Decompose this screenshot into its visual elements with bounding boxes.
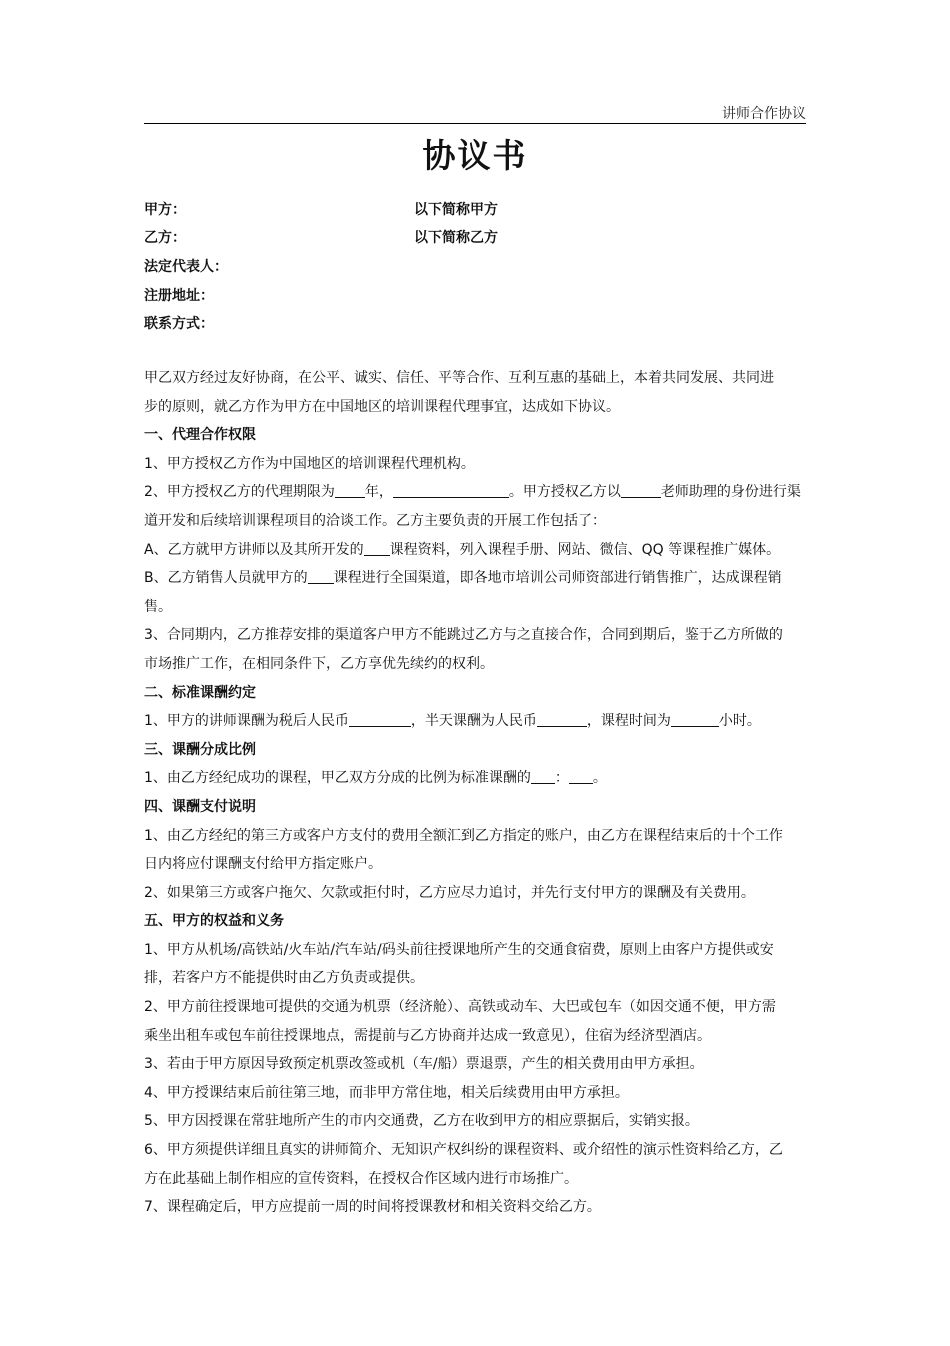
clause: 1、甲方授权乙方作为中国地区的培训课程代理机构。 [144,455,475,472]
blank-line [335,481,365,498]
header-rule [144,123,806,124]
clause: 1、甲方的讲师课酬为税后人民币 ，半天课酬为人民币 ，课程时间为 小时。 [144,707,806,736]
clause: 1、由乙方经纪的第三方或客户方支付的费用全额汇到乙方指定的账户，由乙方在课程结束后的十个工作 [144,827,783,844]
clause: 3、若由于甲方原因导致预定机票改签或机（车/船）票退票，产生的相关费用由甲方承担。 [144,1056,704,1073]
section-title: 二、标准课酬约定 [144,684,256,701]
contact-label: 联系方式： [144,316,214,332]
section-title: 四、课酬支付说明 [144,798,256,815]
clause: 4、甲方授课结束后前往第三地，而非甲方常住地，相关后续费用由甲方承担。 [144,1084,629,1101]
clause: 7、课程确定后，甲方应提前一周的时间将授课教材和相关资料交给乙方。 [144,1199,601,1216]
clause: 方在此基础上制作相应的宣传资料，在授权合作区域内进行市场推广。 [144,1170,578,1187]
agreement-body [144,364,806,1222]
clause: 1、甲方从机场/高铁站/火车站/汽车站/码头前往授课地所产生的交通食宿费，原则上由客户方提供或安 [144,941,774,958]
legal-representative-label: 法定代表人： [144,259,228,275]
blank-line [671,710,719,727]
intro-line: 甲乙双方经过友好协商，在公平、诚实、信任、平等合作、互利互惠的基础上，本着共同发展、共同进 [144,370,774,386]
clause: 1、由乙方经纪成功的课程，甲乙双方分成的比例为标准课酬的 ： 。 [144,764,806,793]
clause: 2、甲方前往授课地可提供的交通为机票（经济舱）、高铁或动车、大巴或包车（如因交通不便，甲方需 [144,999,776,1016]
clause: 乘坐出租车或包车前往授课地点，需提前与乙方协商并达成一致意见），住宿为经济型酒店。 [144,1027,711,1044]
registered-address-label: 注册地址： [144,288,214,304]
clause: 3、合同期内，乙方推荐安排的渠道客户甲方不能跳过乙方与之直接合作，合同到期后，鉴于乙方所做的 [144,627,783,644]
clause: 日内将应付课酬支付给甲方指定账户。 [144,856,382,873]
running-header: 讲师合作协议 [722,106,806,122]
blank-line [393,481,509,498]
clause: B、乙方销售人员就甲方的 课程进行全国渠道，即各地市培训公司师资部进行销售推广，达成课程销 [144,564,806,593]
blank-line [569,767,593,784]
clause: 排，若客户方不能提供时由乙方负责或提供。 [144,970,424,987]
section-title: 一、代理合作权限 [144,427,256,444]
clause: 2、甲方授权乙方的代理期限为 年， 。甲方授权乙方以 老师助理的身份进行渠 [144,478,806,507]
blank-line [349,710,411,727]
blank-line [621,481,661,498]
blank-line [531,767,555,784]
party-b-label: 乙方： [144,230,186,246]
clause: 6、甲方须提供详细且真实的讲师简介、无知识产权纠纷的课程资料、或介绍性的演示性资料给乙方，乙 [144,1142,783,1159]
blank-line [364,539,390,556]
intro-line: 步的原则，就乙方作为甲方在中国地区的培训课程代理事宜，达成如下协议。 [144,398,620,415]
clause: 市场推广工作，在相同条件下，乙方享优先续约的权利。 [144,655,494,672]
clause: 5、甲方因授课在常驻地所产生的市内交通费，乙方在收到甲方的相应票据后，实销实报。 [144,1113,699,1130]
blank-line [537,710,587,727]
party-b-note: 以下简称乙方 [414,230,498,246]
section-title: 五、甲方的权益和义务 [144,913,284,930]
clause: 2、如果第三方或客户拖欠、欠款或拒付时，乙方应尽力追讨，并先行支付甲方的课酬及有关费用。 [144,884,755,901]
document-title: 协议书 [422,136,528,175]
blank-line [308,567,334,584]
clause: 售。 [144,598,172,615]
clause: A、乙方就甲方讲师以及其所开发的 课程资料，列入课程手册、网站、微信、QQ 等课程推广媒体。 [144,536,806,565]
clause: 道开发和后续培训课程项目的洽谈工作。乙方主要负责的开展工作包括了： [144,512,606,529]
section-title: 三、课酬分成比例 [144,741,256,758]
party-a-note: 以下简称甲方 [414,202,498,218]
party-a-label: 甲方： [144,202,186,218]
